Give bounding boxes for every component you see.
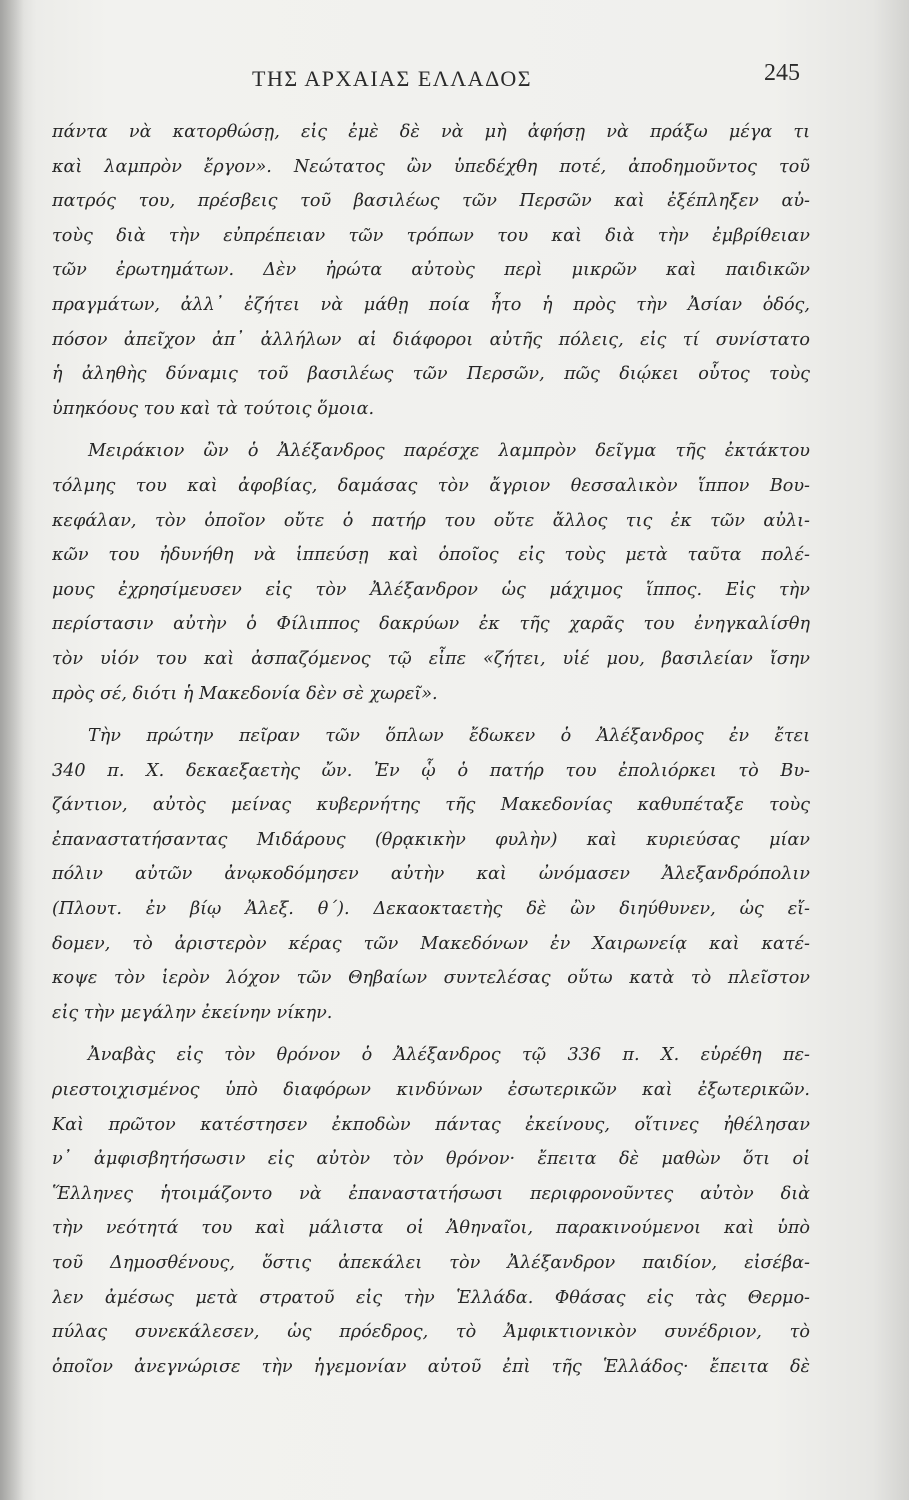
text-line: καὶ λαμπρὸν ἔργον». Νεώτατος ὢν ὑπεδέχθη ποτέ, ἀποδημοῦντος τοῦ: [52, 156, 810, 177]
text-line: πάντα νὰ κατορθώσῃ, εἰς ἐμὲ δὲ νὰ μὴ ἀφήσῃ νὰ πράξω μέγα τι: [52, 122, 810, 142]
text-line: πατρός του, πρέσβεις τοῦ βασιλέως τῶν Περσῶν καὶ ἐξέπληξεν αὐ-: [52, 191, 810, 212]
text-line: κῶν του ἠδυνήθη νὰ ἱππεύσῃ καὶ ὁποῖος εἰς τοὺς μετὰ ταῦτα πολέ-: [52, 545, 810, 566]
text-line: δομεν, τὸ ἀριστερὸν κέρας τῶν Μακεδόνων ἐν Χαιρωνείᾳ καὶ κατέ-: [52, 933, 810, 954]
text-line: Τὴν πρώτην πεῖραν τῶν ὅπλων ἔδωκεν ὁ Ἀλέξανδρος ἐν ἔτει: [88, 726, 810, 747]
text-line: μους ἐχρησίμευσεν εἰς τὸν Ἀλέξανδρον ὡς μάχιμος ἵππος. Εἰς τὴν: [52, 579, 810, 600]
text-line: ὑπηκόους του καὶ τὰ τούτοις ὅμοια.: [52, 398, 375, 419]
running-head: [0, 58, 909, 98]
text-line: εἰς τὴν μεγάλην ἐκείνην νίκην.: [52, 1002, 333, 1023]
text-line: Ἀναβὰς εἰς τὸν θρόνον ὁ Ἀλέξανδρος τῷ 336 π. Χ. εὑρέθη πε-: [88, 1045, 810, 1066]
paragraph-gap: [52, 426, 810, 434]
body-text: [52, 115, 810, 1384]
paragraph: [52, 1038, 810, 1384]
text-line: τοῦ Δημοσθένους, ὅστις ἀπεκάλει τὸν Ἀλέξανδρον παιδίον, εἰσέβα-: [52, 1253, 810, 1273]
text-line: ὁποῖον ἀνεγνώρισε τὴν ἡγεμονίαν αὐτοῦ ἐπὶ τῆς Ἑλλάδος· ἔπειτα δὲ: [52, 1356, 810, 1377]
text-line: λεν ἀμέσως μετὰ στρατοῦ εἰς τὴν Ἑλλάδα. Φθάσας εἰς τὰς Θερμο-: [52, 1287, 810, 1308]
text-line: τοὺς διὰ τὴν εὐπρέπειαν τῶν τρόπων του καὶ διὰ τὴν ἐμβρίθειαν: [52, 225, 810, 246]
running-head-title: ΤΗΣ ΑΡΧΑΙΑΣ ΕΛΛΑΔΟΣ: [252, 66, 533, 91]
text-line: 340 π. Χ. δεκαεξαετὴς ὤν. Ἐν ᾧ ὁ πατήρ του ἐπολιόρκει τὸ Βυ-: [52, 760, 810, 781]
text-line: τῶν ἐρωτημάτων. Δὲν ἠρώτα αὐτοὺς περὶ μικρῶν καὶ παιδικῶν: [52, 260, 810, 281]
text-line: πόσον ἀπεῖχον ἀπ᾽ ἀλλήλων αἱ διάφοροι αὐτῆς πόλεις, εἰς τί συνίστατο: [52, 329, 810, 350]
text-line: κοψε τὸν ἱερὸν λόχον τῶν Θηβαίων συντελέσας οὕτω κατὰ τὸ πλεῖστον: [52, 968, 810, 989]
text-line: τὴν νεότητά του καὶ μάλιστα οἱ Ἀθηναῖοι, παρακινούμενοι καὶ ὑπὸ: [52, 1218, 810, 1239]
text-line: περίστασιν αὐτὴν ὁ Φίλιππος δακρύων ἐκ τῆς χαρᾶς του ἐνηγκαλίσθη: [52, 614, 810, 635]
text-line: πραγμάτων, ἀλλ᾽ ἐζήτει νὰ μάθῃ ποία ἦτο ἡ πρὸς τὴν Ἀσίαν ὁδός,: [52, 294, 810, 315]
text-line: πόλιν αὐτῶν ἀνῳκοδόμησεν αὐτὴν καὶ ὠνόμασεν Ἀλεξανδρόπολιν: [52, 864, 810, 885]
paragraph: [52, 719, 810, 1030]
text-line: τόλμης του καὶ ἀφοβίας, δαμάσας τὸν ἄγριον θεσσαλικὸν ἵππον Βου-: [52, 475, 810, 496]
text-line: ἡ ἀληθὴς δύναμις τοῦ βασιλέως τῶν Περσῶν, πῶς διῴκει οὗτος τοὺς: [52, 364, 810, 385]
text-line: ριεστοιχισμένος ὑπὸ διαφόρων κινδύνων ἐσωτερικῶν καὶ ἐξωτερικῶν.: [52, 1080, 810, 1101]
text-line: (Πλουτ. ἐν βίῳ Ἀλεξ. θ΄). Δεκαοκταετὴς δὲ ὢν διηύθυνεν, ὡς εἴ-: [52, 899, 810, 920]
text-line: Μειράκιον ὢν ὁ Ἀλέξανδρος παρέσχε λαμπρὸν δεῖγμα τῆς ἐκτάκτου: [88, 441, 810, 462]
text-line: ν᾽ ἀμφισβητήσωσιν εἰς αὐτὸν τὸν θρόνον· ἔπειτα δὲ μαθὼν ὅτι οἱ: [52, 1149, 810, 1170]
text-line: Ἕλληνες ἡτοιμάζοντο νὰ ἐπαναστατήσωσι περιφρονοῦντες αὐτὸν διὰ: [52, 1183, 810, 1204]
paragraph-gap: [52, 711, 810, 719]
paragraph-gap: [52, 1030, 810, 1038]
page-number: 245: [764, 60, 800, 86]
text-line: κεφάλαν, τὸν ὁποῖον οὔτε ὁ πατήρ του οὔτε ἄλλος τις ἐκ τῶν αὐλι-: [52, 510, 810, 531]
text-line: ζάντιον, αὐτὸς μείνας κυβερνήτης τῆς Μακεδονίας καθυπέταξε τοὺς: [52, 795, 810, 816]
text-line: πρὸς σέ, διότι ἡ Μακεδονία δὲν σὲ χωρεῖ».: [52, 683, 438, 704]
spine-shadow: [0, 0, 24, 1500]
paragraph: [52, 434, 810, 711]
paragraph: [52, 115, 810, 426]
text-line: τὸν υἱόν του καὶ ἀσπαζόμενος τῷ εἶπε «ζήτει, υἱέ μου, βασιλείαν ἴσην: [52, 648, 810, 669]
text-line: Καὶ πρῶτον κατέστησεν ἐκποδὼν πάντας ἐκείνους, οἵτινες ἠθέλησαν: [52, 1114, 810, 1135]
text-line: πύλας συνεκάλεσεν, ὡς πρόεδρος, τὸ Ἀμφικτιονικὸν συνέδριον, τὸ: [52, 1322, 810, 1343]
text-line: ἐπαναστατήσαντας Μιδάρους (θρᾳκικὴν φυλὴν) καὶ κυριεύσας μίαν: [52, 829, 810, 850]
